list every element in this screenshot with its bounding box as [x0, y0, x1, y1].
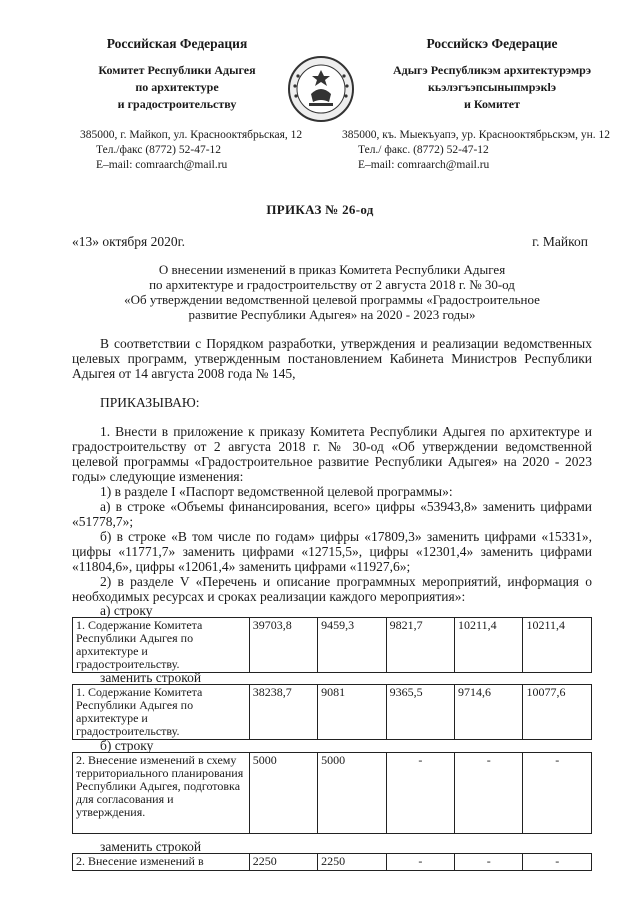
subject-line: О внесении изменений в приказ Комитета Республики Адыгея: [158, 262, 506, 277]
label-replace-1: заменить строкой: [100, 670, 202, 685]
adygea-coat-of-arms-icon: [283, 54, 359, 124]
table-row-a-old: [72, 617, 592, 673]
table-row: [73, 854, 592, 871]
header-left-country: Российская Федерация: [106, 36, 248, 51]
header-right-org-line: и Комитет: [464, 97, 520, 111]
table-cell-value: -: [523, 753, 592, 834]
table-cell-value: 10211,4: [523, 618, 592, 673]
table-cell-value: 9821,7: [386, 618, 454, 673]
table-row: [73, 685, 592, 740]
header-right-email: E–mail: comraarch@mail.ru: [358, 159, 490, 171]
table-cell-value: -: [523, 854, 592, 871]
table-row: [73, 618, 592, 673]
header-right: [372, 36, 612, 113]
table-cell-name: 2. Внесение изменений в: [73, 854, 250, 871]
header-right-contacts: [342, 128, 610, 173]
sub-item-1b: б) в строке «В том числе по годам» цифры «17809,3» заменить цифрами «15331», цифры «11771,7» заменить цифрами «12715,5», цифры «12301,4» заменить цифрами «11804,6», цифры «12061,4» заменить цифрами «11927,6»;: [72, 529, 592, 574]
document-subject: [72, 262, 592, 322]
header-left: [62, 36, 292, 113]
label-replace-2: заменить строкой: [100, 839, 202, 854]
header-left-address: 385000, г. Майкоп, ул. Краснооктябрьская, 12: [80, 129, 303, 141]
subject-line: развитие Республики Адыгея» на 2020 - 2023 годы»: [188, 307, 476, 322]
document-title: ПРИКАЗ № 26-од: [266, 202, 374, 217]
table-cell-value: 9365,5: [386, 685, 454, 740]
sub-item-1a: а) в строке «Объемы финансирования, всего» цифры «53943,8» заменить цифрами «51778,7»;: [72, 499, 592, 529]
header-right-org-line: кьэлэгъэпсыныпмрэкlэ: [427, 80, 557, 94]
table-cell-name: 1. Содержание Комитета Республики Адыгея по архитектуре и градостроительству.: [73, 685, 250, 740]
document-date: «13» октября 2020г.: [72, 234, 186, 249]
table-row-b-old: [72, 752, 592, 834]
header-right-address: 385000, къ. Мыекъуапэ, ур. Краснооктябрьскэм, ун. 12: [342, 129, 611, 141]
table-cell-value: -: [386, 854, 454, 871]
sub-item-1: 1) в разделе I «Паспорт ведомственной целевой программы»:: [100, 484, 453, 499]
document-city: г. Майкоп: [532, 234, 588, 249]
subject-line: «Об утверждении ведомственной целевой программы «Градостроительное: [124, 292, 540, 307]
table-row: [73, 753, 592, 834]
sub-item-2: 2) в разделе V «Перечень и описание программных мероприятий, информация о необходимых ресурсах и сроках реализации каждого мероприятия»:: [72, 574, 592, 604]
table-cell-value: -: [386, 753, 454, 834]
header-left-org-line: и градостроительству: [117, 97, 237, 111]
header-right-country: Российскэ Федерацие: [426, 36, 558, 51]
table-cell-value: 38238,7: [249, 685, 317, 740]
header-left-email: E–mail: comraarch@mail.ru: [96, 159, 228, 171]
table-cell-value: 5000: [249, 753, 317, 834]
table-row-a-new: [72, 684, 592, 740]
header-right-tel: Тел./ факс. (8772) 52-47-12: [358, 144, 489, 156]
table-cell-value: 2250: [318, 854, 386, 871]
table-cell-name: 2. Внесение изменений в схему территориального планирования Республики Адыгея, подготовка для согласования и утверждения.: [73, 753, 250, 834]
table-cell-value: 10077,6: [523, 685, 592, 740]
table-cell-value: 5000: [318, 753, 386, 834]
table-cell-name: 1. Содержание Комитета Республики Адыгея по архитектуре и градостроительству.: [73, 618, 250, 673]
header-left-tel: Тел./факс (8772) 52-47-12: [96, 144, 222, 156]
table-cell-value: 39703,8: [249, 618, 317, 673]
item-1-paragraph: 1. Внести в приложение к приказу Комитета Республики Адыгея по архитектуре и градостроительству от 2 августа 2018 г. № 30-од «Об утверждении ведомственной целевой программы «Градостроительное развитие Республики Адыгея» на 2020 - 2023 годы» следующие изменения:: [72, 424, 592, 484]
header-right-org-line: Адыгэ Республикэм архитектурэмрэ: [392, 63, 592, 77]
subject-line: по архитектуре и градостроительству от 2 августа 2018 г. № 30-од: [149, 277, 515, 292]
order-word: ПРИКАЗЫВАЮ:: [100, 395, 200, 410]
table-cell-value: 9714,6: [455, 685, 523, 740]
preamble-paragraph: В соответствии с Порядком разработки, утверждения и реализации ведомственных целевых программ, утвержденным постановлением Кабинета Министров Республики Адыгея от 14 августа 2008 года № 145,: [72, 336, 592, 381]
header-left-org-line: Комитет Республики Адыгея: [98, 63, 256, 77]
table-cell-value: 9459,3: [318, 618, 386, 673]
table-cell-value: 9081: [318, 685, 386, 740]
table-cell-value: -: [455, 854, 523, 871]
header-left-contacts: [80, 128, 302, 173]
table-row-b-new: [72, 853, 592, 871]
table-cell-value: 10211,4: [455, 618, 523, 673]
table-cell-value: 2250: [249, 854, 317, 871]
header-left-org-line: по архитектуре: [135, 80, 219, 94]
label-row-b: б) строку: [100, 738, 154, 753]
table-cell-value: -: [455, 753, 523, 834]
label-row-a: а) строку: [100, 603, 153, 618]
